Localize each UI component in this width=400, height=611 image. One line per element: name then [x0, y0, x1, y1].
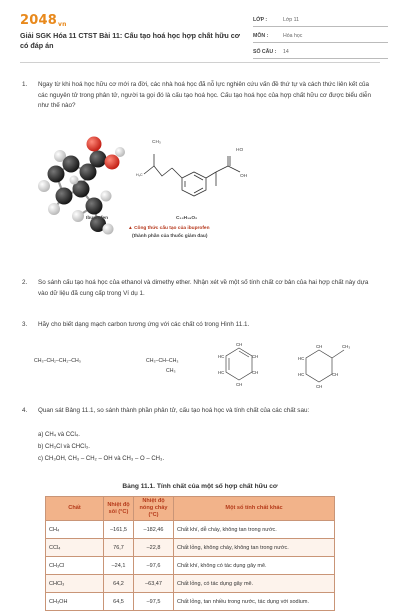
- cell-boiling: –24,1: [104, 557, 134, 575]
- meta-value: 14: [283, 49, 289, 55]
- cell-melting: –63,47: [134, 575, 174, 593]
- table-row: [46, 521, 335, 539]
- cell-melting: –182,46: [134, 521, 174, 539]
- header-divider: [20, 62, 380, 63]
- site-logo[interactable]: [20, 13, 67, 28]
- skeletal-formula: [144, 154, 240, 196]
- cell-boiling: 76,7: [104, 539, 134, 557]
- table-row: [46, 557, 335, 575]
- table-row: [46, 539, 335, 557]
- question-text: Quan sát Bảng 11.1, so sánh thành phần phân tử, cấu tạo hoá học và tính chất của các chất sau:: [38, 407, 310, 414]
- svg-text:HC: HC: [298, 356, 305, 361]
- question-text: Hãy cho biết dạng mạch carbon tương ứng với các chất có trong Hình 11.1.: [38, 321, 250, 328]
- straight-chain-formula: CH₃–CH₂–CH₂–CH₃: [34, 358, 81, 364]
- question-text: Ngay từ khi hoá học hữu cơ mới ra đời, các nhà hoá học đã nỗ lực nghiên cứu vấn đề thứ tự và cách thức liên kết của các nguyên tử trong phân tử, người ta gọi đó là cấu tạo hoá học. Cấu tạo hoá học của hợp chất hữu cơ được biểu diễn như thế nào?: [38, 81, 372, 110]
- svg-text:HC: HC: [218, 354, 225, 359]
- cell-boiling: 64,5: [104, 593, 134, 611]
- table-row: [46, 575, 335, 593]
- question-number: 3.: [22, 321, 28, 328]
- q4-item-b: b) CH₃Cl và CHCl₃.: [38, 443, 90, 450]
- question-4-items: [38, 430, 164, 465]
- question-text: So sánh cấu tạo hoá học của ethanol và dimethy ether. Nhận xét về một số tính chất cơ bản của hai hợp chất này dựa vào dữ liệu đã cung cấp trong Ví dụ 1.: [38, 279, 369, 297]
- svg-text:CH: CH: [316, 384, 323, 389]
- svg-text:CH: CH: [236, 382, 243, 387]
- cell-substance: CH₃OH: [46, 593, 104, 611]
- header-substance: Chất: [46, 497, 104, 521]
- table-row: [46, 593, 335, 611]
- cell-melting: –97,6: [134, 557, 174, 575]
- figure-caption-sub: (thành phần của thuốc giảm đau): [132, 234, 208, 239]
- meta-value: Lớp 11: [283, 17, 299, 23]
- cell-melting: –22,8: [134, 539, 174, 557]
- ring-structures: [204, 340, 364, 390]
- cell-melting: –97,5: [134, 593, 174, 611]
- cell-properties: Chất lỏng, tan nhiều trong nước, tác dụng với sodium.: [174, 593, 335, 611]
- meta-box: [253, 15, 388, 63]
- svg-text:CH: CH: [252, 354, 259, 359]
- svg-text:CH: CH: [236, 342, 243, 347]
- svg-text:HC: HC: [298, 372, 305, 377]
- logo-suffix: vn: [57, 21, 67, 28]
- q4-item-a: a) CH₄ và CCl₄.: [38, 432, 80, 438]
- branch-group: CH₃: [166, 368, 176, 374]
- meta-row-subject: [253, 31, 388, 43]
- branched-chain-formula: CH₃–CH–CH₃: [146, 358, 179, 364]
- meta-key: SỐ CÂU :: [253, 49, 277, 55]
- figure-caption: ▲ Công thức cấu tạo của ibuprofen: [128, 226, 210, 231]
- svg-text:CH: CH: [252, 370, 259, 375]
- logo-text: 2048: [20, 13, 57, 28]
- meta-row-count: [253, 47, 388, 59]
- q4-item-c: c) CH₃OH, CH₃ – CH₂ – OH và CH₃ – O – CH₃.: [38, 455, 165, 462]
- meta-key: MÔN :: [253, 33, 269, 39]
- question-number: 4.: [22, 407, 28, 414]
- molecular-formula: C₁₃H₁₈O₂: [176, 216, 198, 221]
- carbon-chain-figures: [34, 342, 370, 390]
- header-melting-point: Nhiệt độ nóng chảy (°C): [134, 497, 174, 521]
- document-title: Giải SGK Hóa 11 CTST Bài 11: Cấu tạo hoá học hợp chất hữu cơ có đáp án: [20, 31, 240, 50]
- ho-label: HO: [236, 148, 244, 153]
- question-number: 2.: [22, 279, 28, 286]
- svg-text:HC: HC: [218, 370, 225, 375]
- cell-substance: CH₄: [46, 521, 104, 539]
- cell-boiling: –161,5: [104, 521, 134, 539]
- ibuprofen-label: Ibuprofen: [86, 216, 109, 221]
- meta-row-grade: [253, 15, 388, 27]
- table-header-row: [46, 497, 335, 521]
- ch3-label: CH₃: [152, 140, 161, 145]
- properties-table: [45, 496, 335, 611]
- svg-text:CH: CH: [316, 344, 323, 349]
- cell-properties: Chất lỏng, có tác dụng gây mê.: [174, 575, 335, 593]
- oh-label: OH: [240, 174, 248, 179]
- cell-properties: Chất khí, dễ cháy, không tan trong nước.: [174, 521, 335, 539]
- header-boiling-point: Nhiệt độ sôi (°C): [104, 497, 134, 521]
- cell-properties: Chất lỏng, không cháy, không tan trong nước.: [174, 539, 335, 557]
- table-title: Bảng 11.1. Tính chất của một số hợp chất hữu cơ: [122, 483, 278, 490]
- meta-key: LỚP :: [253, 17, 268, 23]
- cell-substance: CCl₄: [46, 539, 104, 557]
- svg-text:CH₃: CH₃: [342, 344, 351, 349]
- header-other-properties: Một số tính chất khác: [174, 497, 335, 521]
- cell-substance: CH₃Cl: [46, 557, 104, 575]
- cell-substance: CHCl₃: [46, 575, 104, 593]
- cell-boiling: 64,2: [104, 575, 134, 593]
- atoms: [38, 137, 125, 235]
- svg-text:CH: CH: [332, 372, 339, 377]
- page-header: [0, 0, 400, 62]
- label-h3c: H₃C: [136, 173, 143, 177]
- question-number: 1.: [22, 81, 28, 88]
- cell-properties: Chất khí, không có tác dụng gây mê.: [174, 557, 335, 575]
- ibuprofen-figure: [36, 134, 256, 252]
- meta-value: Hóa học: [283, 33, 303, 39]
